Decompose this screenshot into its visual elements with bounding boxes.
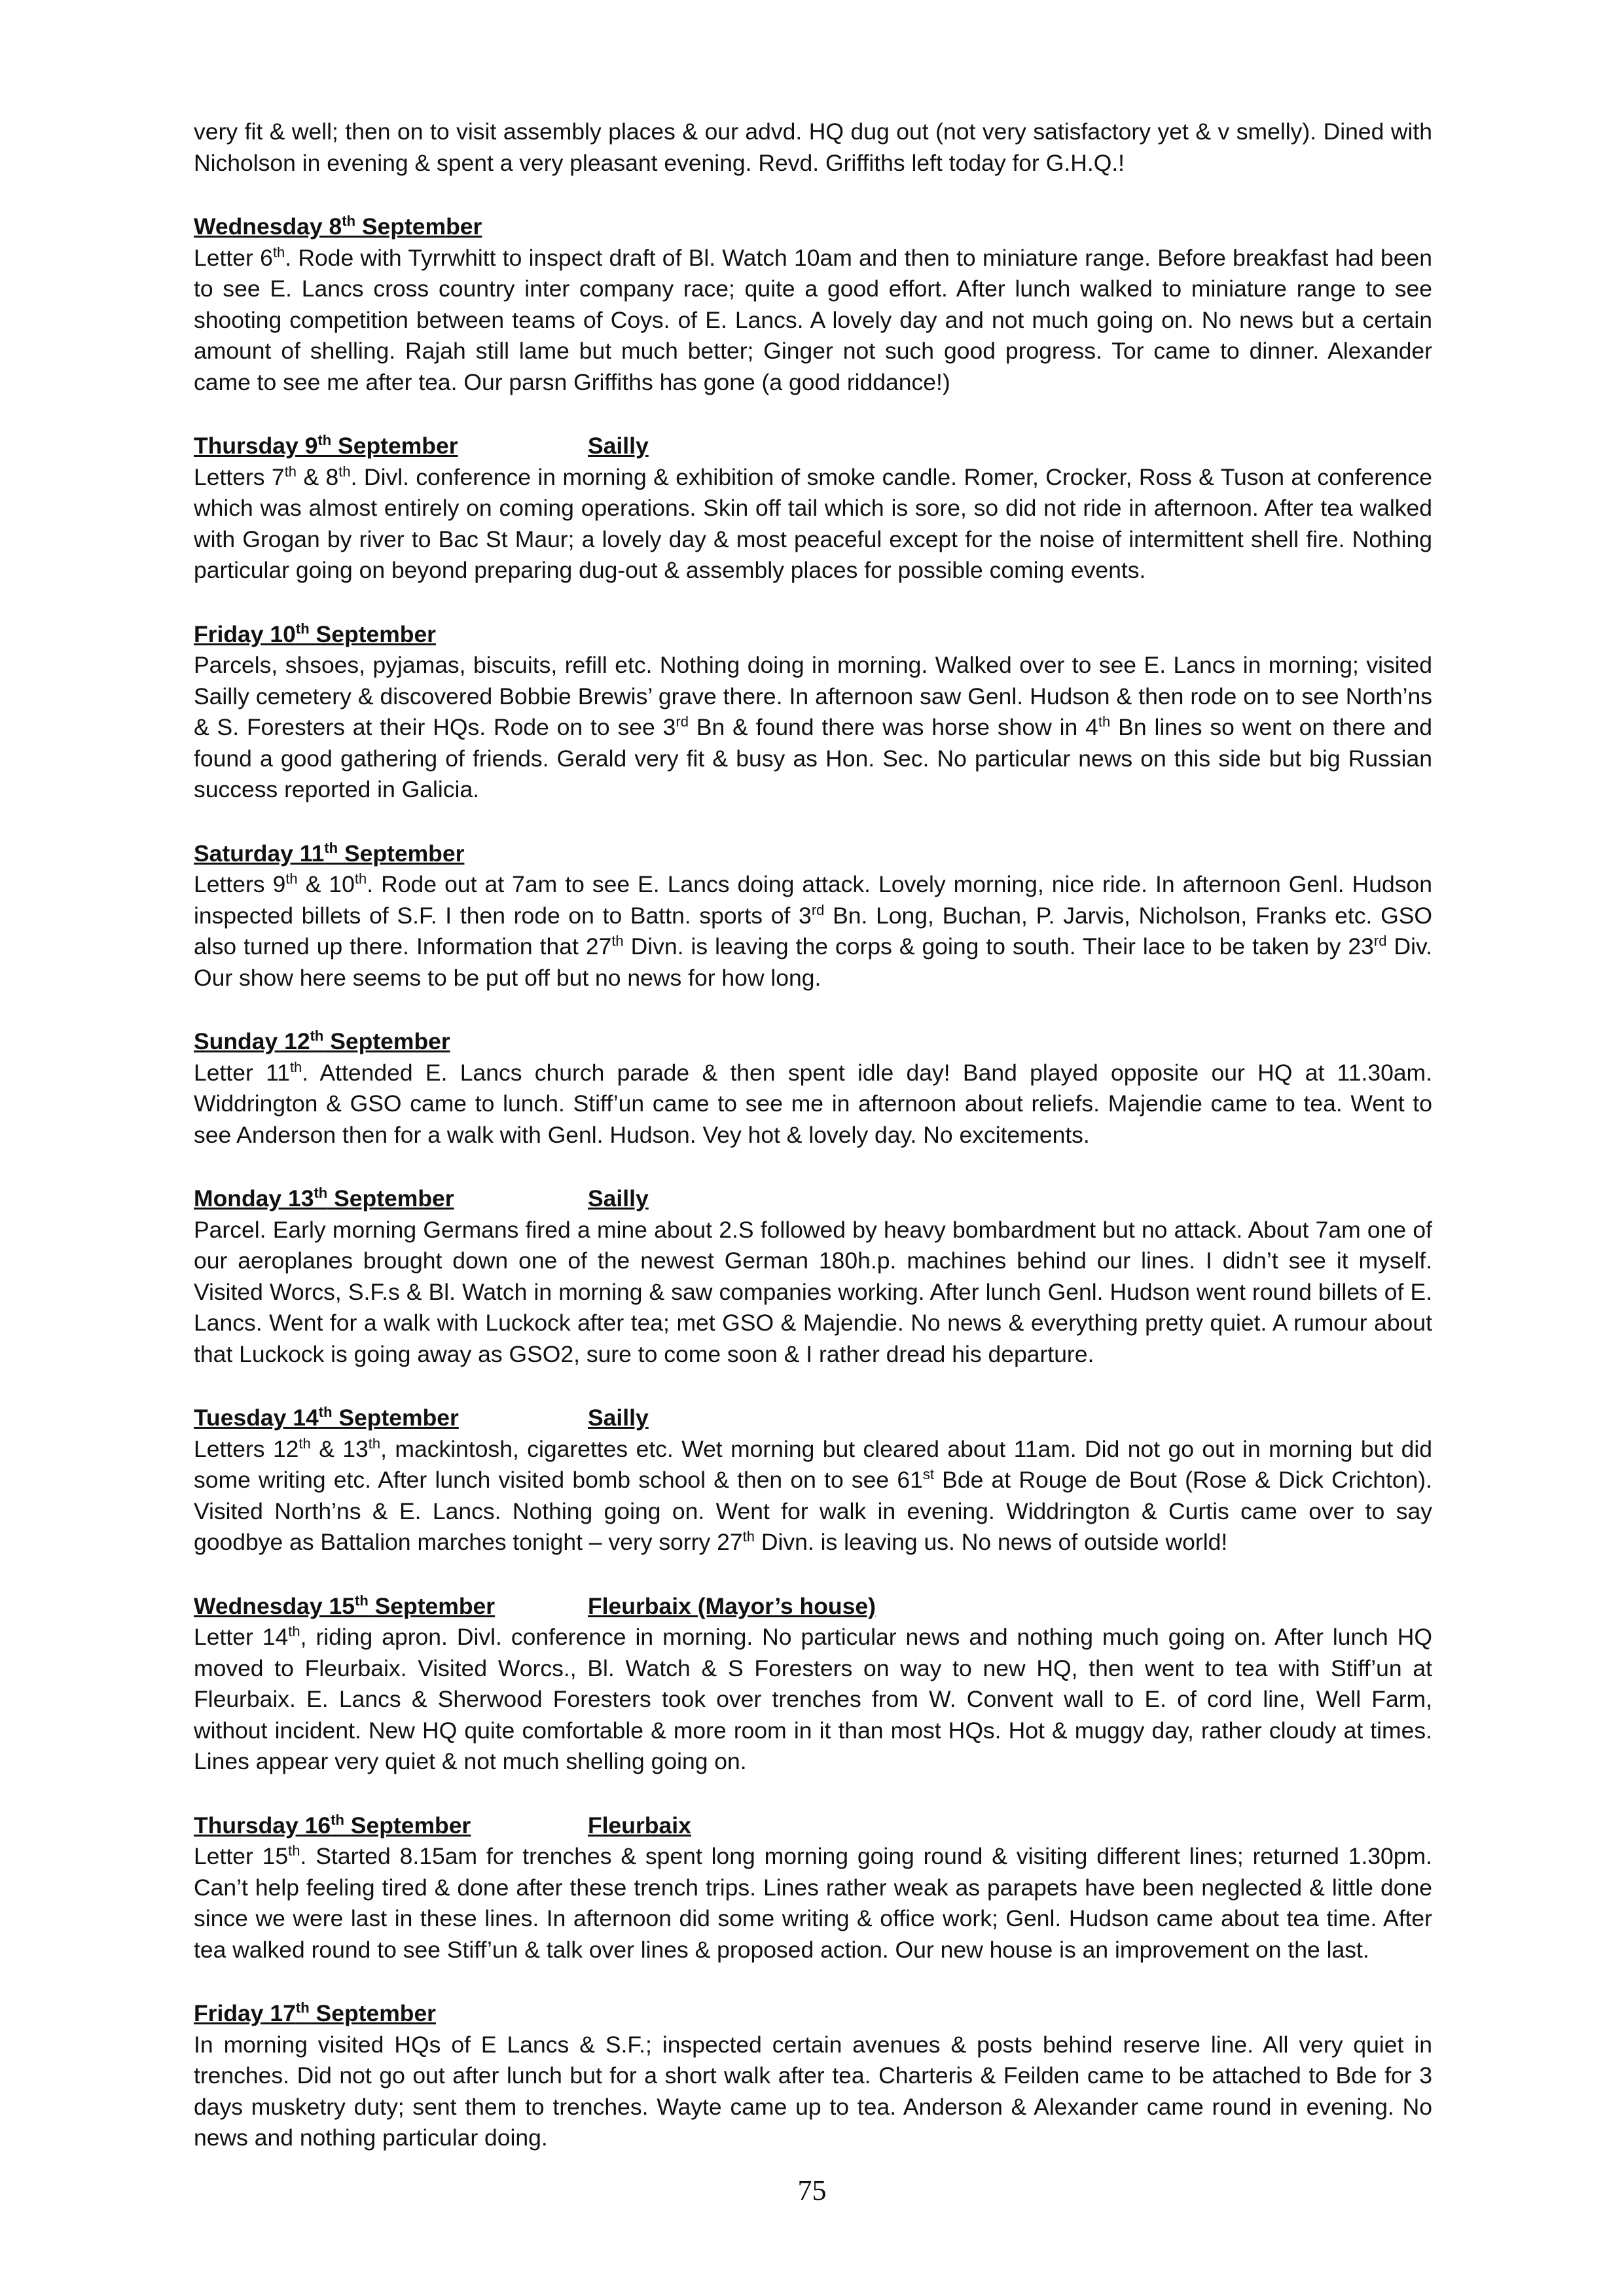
entry-location: Sailly (588, 433, 649, 459)
entry-ordinal: th (318, 1404, 333, 1421)
entry-heading (194, 1403, 1432, 1434)
entry-text: Letters 7th & 8th. Divl. conference in morning & exhibition of smoke candle. Romer, Crocker, Ross & Tuson at conference which was almost entirely on coming operations. Skin off tail which is sore, so did not ride in afternoon. After tea walked with Grogan by river to Bac St Maur; a lovely day & most peaceful except for the noise of intermittent shell fire. Nothing particular going on beyond preparing dug-out & assembly places for possible coming events. (194, 463, 1432, 583)
entry-location: Sailly (588, 1185, 649, 1211)
entry-date (194, 1998, 436, 2030)
page-number: 75 (797, 2174, 827, 2206)
entry-month: September (338, 840, 465, 867)
entry-day: Friday 10 (194, 620, 296, 647)
entry-month: September (368, 1592, 496, 1619)
entry-day: Monday 13 (194, 1185, 314, 1211)
entry-location: Fleurbaix (Mayor’s house) (588, 1592, 876, 1619)
diary-entry (194, 1403, 1432, 1558)
entry-date (194, 211, 482, 243)
entry-month: September (331, 433, 458, 459)
entry-heading (194, 1183, 1432, 1215)
entry-month: September (323, 1028, 450, 1054)
entry-heading (194, 431, 1432, 462)
entry-date (194, 431, 458, 462)
entry-date (194, 1026, 450, 1058)
entry-date (194, 838, 464, 870)
entry-ordinal: th (317, 432, 332, 449)
entry-day: Tuesday 14 (194, 1405, 319, 1431)
diary-entry (194, 431, 1432, 586)
diary-entry (194, 211, 1432, 398)
entry-ordinal: th (342, 213, 356, 230)
entry-ordinal: th (355, 1592, 369, 1609)
entry-heading (194, 1998, 1432, 2030)
entry-text: Letter 14th, riding apron. Divl. conference in morning. No particular news and nothing much going on. After lunch HQ moved to Fleurbaix. Visited Worcs., Bl. Watch & S Foresters on way to new HQ, then went to tea with Stiff’un at Fleurbaix. E. Lancs & Sherwood Foresters took over trenches from W. Convent wall to E. of cord line, Well Farm, without incident. New HQ quite comfortable & more room in it than most HQs. Hot & muggy day, rather cloudy at times. Lines appear very quiet & not much shelling going on. (194, 1623, 1432, 1774)
entry-heading (194, 1591, 1432, 1623)
entry-text: Parcel. Early morning Germans fired a mine about 2.S followed by heavy bombardment but no attack. About 7am one of our aeroplanes brought down one of the newest German 180h.p. machines behind our lines. I didn’t see it myself. Visited Worcs, S.F.s & Bl. Watch in morning & saw companies working. After lunch Genl. Hudson went round billets of E. Lancs. Went for a walk with Luckock after tea; met GSO & Majendie. No news & everything pretty quiet. A rumour about that Luckock is going away as GSO2, sure to come soon & I rather dread his departure. (194, 1216, 1432, 1367)
entry-month: September (344, 1812, 471, 1839)
entry-ordinal: th (310, 1028, 324, 1045)
opening-paragraph: very fit & well; then on to visit assembly places & our advd. HQ dug out (not very satisfactory yet & v smelly). Dined with Nicholson in evening & spent a very pleasant evening. Revd. Griffiths left today for G.H.Q.! (194, 118, 1432, 176)
entry-heading (194, 1810, 1432, 1842)
diary-entry (194, 1591, 1432, 1778)
entry-date (194, 1591, 495, 1623)
entry-text: Letter 11th. Attended E. Lancs church parade & then spent idle day! Band played opposite our HQ at 11.30am. Widdrington & GSO came to lunch. Stiff’un came to see me in afternoon about reliefs. Majendie came to tea. Went to see Anderson then for a walk with Genl. Hudson. Vey hot & lovely day. No excitements. (194, 1058, 1432, 1148)
diary-entries (194, 211, 1432, 2154)
entry-month: September (355, 213, 482, 240)
entry-location: Sailly (588, 1405, 649, 1431)
entry-date (194, 1183, 454, 1215)
entry-day: Wednesday 15 (194, 1592, 355, 1619)
entry-ordinal: th (295, 620, 310, 637)
diary-page (194, 117, 1432, 2154)
entry-ordinal: th (324, 839, 338, 856)
diary-entry (194, 1183, 1432, 1370)
entry-day: Friday 17 (194, 2000, 296, 2026)
entry-text: Parcels, shsoes, pyjamas, biscuits, refill etc. Nothing doing in morning. Walked over to see E. Lancs in morning; visited Sailly cemetery & discovered Bobbie Brewis’ grave there. In afternoon saw Genl. Hudson & then rode on to see North’ns & S. Foresters at their HQs. Rode on to see 3rd Bn & found there was horse show in 4th Bn lines so went on there and found a good gathering of friends. Gerald very fit & busy as Hon. Sec. No particular news on this side but big Russian success reported in Galicia. (194, 652, 1432, 802)
entry-day: Thursday 9 (194, 433, 318, 459)
entry-month: September (327, 1185, 454, 1211)
entry-heading (194, 211, 1432, 243)
entry-ordinal: th (331, 1811, 344, 1828)
entry-text: Letters 12th & 13th, mackintosh, cigarettes etc. Wet morning but cleared about 11am. Did not go out in morning but did some writing etc. After lunch visited bomb school & then on to see 61st Bde at Rouge de Bout (Rose & Dick Crichton). Visited North’ns & E. Lancs. Nothing going on. Went for walk in evening. Widdrington & Curtis came over to say goodbye as Battalion marches tonight – very sorry 27th Divn. is leaving us. No news of outside world! (194, 1435, 1432, 1555)
entry-text: Letter 15th. Started 8.15am for trenches & spent long morning going round & visiting different lines; returned 1.30pm. Can’t help feeling tired & done after these trench trips. Lines rather weak as parapets have been neglected & little done since we were last in these lines. In afternoon did some writing & office work; Genl. Hudson came about tea time. After tea walked round to see Stiff’un & talk over lines & proposed action. Our new house is an improvement on the last. (194, 1842, 1432, 1963)
entry-location: Fleurbaix (588, 1812, 691, 1839)
entry-day: Saturday 11 (194, 840, 325, 867)
diary-entry (194, 1810, 1432, 1966)
entry-month: September (332, 1405, 459, 1431)
entry-day: Thursday 16 (194, 1812, 331, 1839)
entry-date (194, 1810, 471, 1842)
entry-day: Wednesday 8 (194, 213, 342, 240)
entry-ordinal: th (314, 1185, 328, 1202)
entry-date (194, 619, 436, 651)
entry-ordinal: th (295, 2000, 310, 2017)
diary-entry (194, 1998, 1432, 2154)
diary-entry (194, 619, 1432, 806)
entry-text: Letters 9th & 10th. Rode out at 7am to see E. Lancs doing attack. Lovely morning, nice ride. In afternoon Genl. Hudson inspected billets of S.F. I then rode on to Battn. sports of 3rd Bn. Long, Buchan, P. Jarvis, Nicholson, Franks etc. GSO also turned up there. Information that 27th Divn. is leaving the corps & going to south. Their lace to be taken by 23rd Div. Our show here seems to be put off but no news for how long. (194, 870, 1432, 991)
entry-date (194, 1403, 459, 1434)
entry-month: September (309, 2000, 436, 2026)
entry-heading (194, 838, 1432, 870)
diary-entry (194, 1026, 1432, 1151)
entry-text: Letter 6th. Rode with Tyrrwhitt to inspect draft of Bl. Watch 10am and then to miniature range. Before breakfast had been to see E. Lancs cross country inter company race; quite a good effort. After lunch walked to miniature range to see shooting competition between teams of Coys. of E. Lancs. A lovely day and not much going on. No news but a certain amount of shelling. Rajah still lame but much better; Ginger not such good progress. Tor came to dinner. Alexander came to see me after tea. Our parsn Griffiths has gone (a good riddance!) (194, 243, 1432, 395)
diary-entry (194, 838, 1432, 994)
entry-day: Sunday 12 (194, 1028, 310, 1054)
entry-heading (194, 1026, 1432, 1058)
entry-heading (194, 619, 1432, 651)
entry-month: September (309, 620, 436, 647)
entry-text: In morning visited HQs of E Lancs & S.F.; inspected certain avenues & posts behind reserve line. All very quiet in trenches. Did not go out after lunch but for a short walk after tea. Charteris & Feilden came to be attached to Bde for 3 days musketry duty; sent them to trenches. Wayte came up to tea. Anderson & Alexander came round in evening. No news and nothing particular doing. (194, 2031, 1432, 2151)
